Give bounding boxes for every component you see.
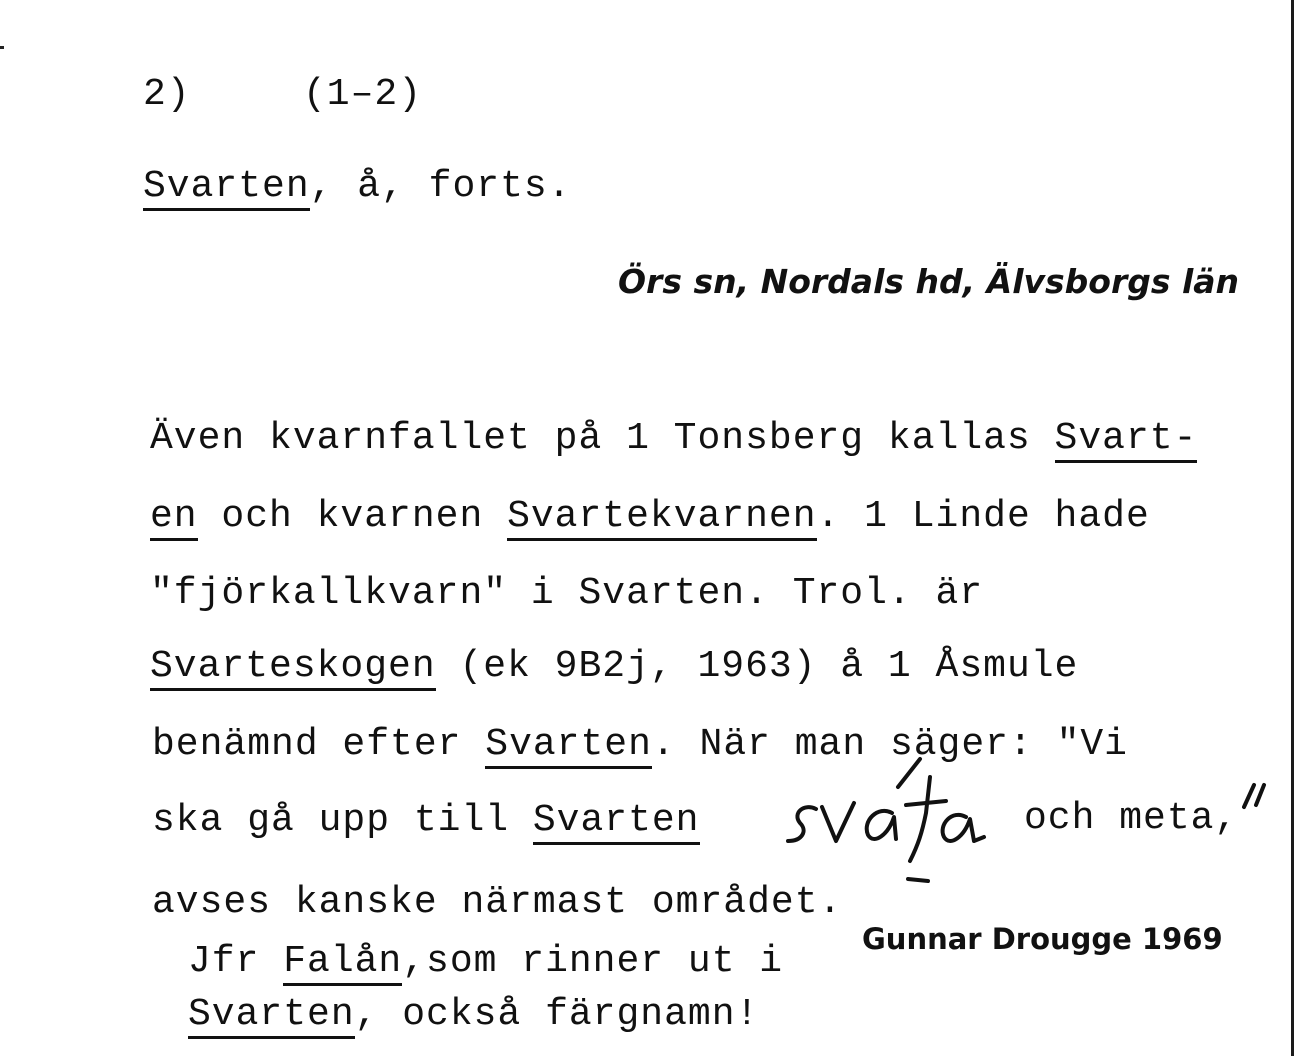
- place-name: Svartekvarnen: [507, 498, 816, 541]
- body-line-6b: och meta,: [1024, 797, 1239, 840]
- body-text: . 1 Linde hade: [816, 495, 1150, 538]
- note-text: , också färgnamn!: [354, 993, 760, 1036]
- scan-mark: [0, 46, 4, 49]
- body-text: . När man säger: "Vi: [651, 723, 1128, 766]
- body-text: Även kvarnfallet på 1 Tonsberg kallas: [150, 417, 1055, 460]
- body-text: benämnd efter: [152, 723, 486, 766]
- body-text: ska gå upp till: [152, 799, 533, 842]
- note-line-1: [188, 940, 784, 986]
- body-line-7: avses kanske närmast området.: [152, 881, 843, 924]
- place-name: Falån: [283, 943, 402, 986]
- body-line-2: [150, 495, 1150, 541]
- note-text: ,som rinner ut i: [402, 940, 784, 983]
- card-right-edge: [1291, 0, 1294, 1056]
- body-text: och kvarnen: [197, 495, 508, 538]
- note-line-2: [188, 993, 760, 1039]
- note-text: Jfr: [188, 940, 284, 983]
- place-name: Svart-: [1055, 420, 1198, 463]
- card-range: (1–2): [303, 73, 423, 116]
- body-line-4: [150, 645, 1079, 691]
- place-stamp: Örs sn, Nordals hd, Älvsborgs län: [618, 262, 1240, 301]
- body-line-3: "fjörkallkvarn" i Svarten. Trol. är: [150, 572, 984, 615]
- body-text: (ek 9B2j, 1963) å 1 Åsmule: [435, 645, 1079, 688]
- place-name: Svarten: [485, 726, 652, 769]
- headword-line: [143, 165, 572, 211]
- place-name: en: [150, 498, 198, 541]
- headword-rest: , å, forts.: [309, 165, 572, 208]
- handwritten-annotation: [770, 755, 1270, 895]
- headword: Svarten: [143, 168, 310, 211]
- author-stamp: Gunnar Drougge 1969: [862, 922, 1223, 956]
- place-name: Svarten: [188, 996, 355, 1039]
- card-number: 2): [143, 73, 191, 116]
- place-name: Svarten: [533, 802, 700, 845]
- body-line-6a: [152, 799, 700, 845]
- place-name: Svarteskogen: [150, 648, 436, 691]
- body-line-1: [150, 417, 1198, 463]
